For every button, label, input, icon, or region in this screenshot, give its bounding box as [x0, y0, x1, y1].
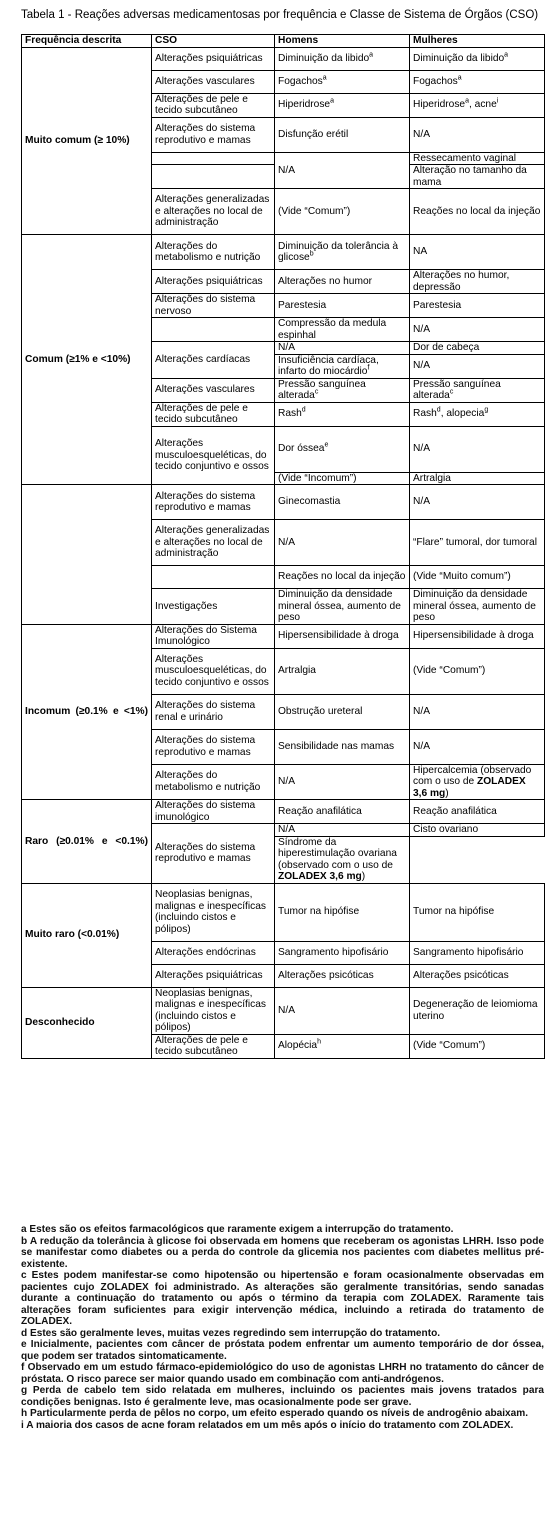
cso-cell: Neoplasias benignas, malignas e inespecíficas (incluindo cistos e pólipos) — [152, 883, 275, 941]
men-cell — [275, 472, 410, 485]
cell-text: N/A — [278, 164, 295, 176]
footnote-marker: c — [314, 388, 319, 396]
men-cell — [275, 426, 410, 472]
women-cell — [410, 318, 545, 342]
cell-text: N/A — [413, 705, 430, 717]
women-cell — [410, 354, 545, 378]
cell-text: Hipersensibilidade à droga — [278, 630, 399, 642]
women-cell — [410, 624, 545, 648]
women-cell — [410, 117, 545, 152]
cell-text: Dor óssea — [278, 443, 325, 455]
women-cell — [410, 589, 545, 625]
women-cell — [410, 800, 545, 824]
cso-cell: Alterações generalizadas e alterações no local de administração — [152, 520, 275, 566]
men-cell — [275, 189, 410, 235]
table-row — [22, 987, 545, 1034]
cell-text: Hipercalcemia (observado com o uso de — [413, 764, 532, 787]
cell-text-end: ) — [361, 871, 366, 882]
table-row — [22, 235, 545, 270]
footnote-marker: f — [367, 364, 370, 372]
header-cso: CSO — [152, 35, 275, 48]
footnote: i A maioria dos casos de acne foram relatados em um mês após o início do tratamento com ZOLADEX. — [21, 1419, 514, 1431]
cell-text: Parestesia — [413, 299, 462, 311]
cell-text: Ginecomastia — [278, 496, 341, 508]
cso-cell: Alterações vasculares — [152, 378, 275, 402]
women-cell — [275, 836, 410, 883]
cso-cell: Alterações do sistema reprodutivo e mamas — [152, 729, 275, 764]
men-cell — [275, 152, 410, 189]
women-cell — [410, 694, 545, 729]
women-cell — [410, 729, 545, 764]
men-cell — [275, 342, 410, 355]
cso-cell: Alterações psiquiátricas — [152, 47, 275, 70]
men-cell — [275, 318, 410, 342]
cell-text: Pressão sanguínea alterada — [278, 378, 366, 401]
cell-text: Sangramento hipofisário — [278, 946, 389, 958]
men-cell — [275, 566, 410, 589]
men-cell — [275, 47, 410, 70]
cso-cell: Alterações generalizadas e alterações no local de administração — [152, 189, 275, 235]
women-cell — [410, 189, 545, 235]
men-cell — [275, 117, 410, 152]
footnote: h Particularmente perda de pêlos no corpo, um efeito esperado quando os níveis de androgênio abaixam. — [21, 1408, 529, 1419]
cell-text: Alteração no tamanho da mama — [413, 165, 527, 188]
women-cell — [410, 648, 545, 694]
footnote-marker: a — [369, 51, 374, 59]
frequency-cell: Muito raro (<0.01%) — [22, 883, 152, 987]
men-cell — [275, 354, 410, 378]
header-men: Homens — [275, 35, 410, 48]
cso-cell: Alterações do sistema reprodutivo e mamas — [152, 824, 275, 884]
cell-text: Fogachos — [278, 75, 323, 87]
footnote: f Observado em um estudo fármaco-epidemiológico do uso de agonistas LHRH no tratamento do câncer de próstata. O risco parece ser maior quando usado em combinação com anti-andrógenos. — [21, 1362, 544, 1385]
women-cell — [410, 402, 545, 426]
cell-text: Diminuição da tolerância à glicose — [278, 240, 399, 263]
men-cell — [275, 824, 410, 837]
table-header-row — [22, 35, 545, 48]
frequency-cell: Raro (≥0.01% e <0.1%) — [22, 800, 152, 884]
cell-text: N/A — [413, 496, 430, 508]
footnote-marker: c — [449, 388, 454, 396]
women-cell — [410, 47, 545, 70]
cell-text: Hipersensibilidade à droga — [413, 630, 534, 642]
cell-text: (Vide “Comum”) — [413, 665, 486, 677]
cso-cell: Neoplasias benignas, malignas e inespecíficas (incluindo cistos e pólipos) — [152, 987, 275, 1034]
table-row — [22, 485, 545, 520]
cell-text-extra: , acne — [469, 99, 497, 111]
cell-text: Sensibilidade nas mamas — [278, 740, 395, 752]
table-row — [22, 47, 545, 70]
cell-text: Disfunção erétil — [278, 128, 349, 140]
cso-cell: Alterações de pele e tecido subcutâneo — [152, 1034, 275, 1058]
cell-text: “Flare” tumoral, dor tumoral — [413, 536, 537, 548]
women-cell — [410, 235, 545, 270]
men-cell — [275, 987, 410, 1034]
men-cell — [275, 589, 410, 625]
women-cell — [410, 1034, 545, 1058]
men-cell — [275, 883, 410, 941]
adverse-reactions-table — [21, 34, 545, 1059]
cso-cell: Alterações psiquiátricas — [152, 964, 275, 987]
cell-text: Ressecamento vaginal — [413, 152, 517, 164]
cell-text: Alterações no humor — [278, 275, 373, 287]
cell-text: Reações no local da injeção — [278, 571, 406, 583]
frequency-cell: Muito comum (≥ 10%) — [22, 47, 152, 235]
women-cell — [410, 152, 545, 165]
cell-text: N/A — [278, 536, 295, 548]
footnote: d Estes são geralmente leves, muitas vezes regredindo sem interrupção do tratamento. — [21, 1327, 441, 1339]
cso-cell: Alterações endócrinas — [152, 941, 275, 964]
cso-cell: Alterações de pele e tecido subcutâneo — [152, 93, 275, 117]
cell-text: Reação anafilática — [278, 805, 362, 817]
cell-text: Reação anafilática — [413, 805, 497, 817]
table-caption: Tabela 1 - Reações adversas medicamentosas por frequência e Classe de Sistema de Órgãos (CSO) — [21, 9, 539, 21]
cell-text: Artralgia — [278, 665, 316, 677]
cell-text-end: ) — [445, 787, 449, 799]
cell-text: Diminuição da densidade mineral óssea, aumento de peso — [278, 589, 401, 623]
frequency-cell: Comum (≥1% e <10%) — [22, 235, 152, 485]
cell-text: Reações no local da injeção — [413, 205, 541, 217]
cso-cell — [152, 165, 275, 189]
cso-cell: Alterações do sistema reprodutivo e mamas — [152, 485, 275, 520]
cso-cell: Alterações de pele e tecido subcutâneo — [152, 402, 275, 426]
cso-cell: Alterações musculoesqueléticas, do tecido conjuntivo e ossos — [152, 426, 275, 485]
footnote-marker: h — [317, 1038, 321, 1046]
men-cell — [275, 70, 410, 93]
cso-cell: Alterações do metabolismo e nutrição — [152, 235, 275, 270]
product-name: ZOLADEX 3,6 mg — [413, 776, 526, 799]
men-cell — [275, 270, 410, 294]
cell-text: Pressão sanguínea alterada — [413, 378, 501, 401]
footnote-marker: d — [436, 406, 441, 414]
cell-text: Diminuição da libido — [413, 52, 505, 64]
cso-cell — [152, 318, 275, 342]
cso-cell: Alterações do Sistema Imunológico — [152, 624, 275, 648]
cell-text-extra: , alopecia — [440, 408, 485, 420]
women-cell — [410, 472, 545, 485]
women-cell — [410, 270, 545, 294]
men-cell — [275, 235, 410, 270]
men-cell — [275, 694, 410, 729]
women-cell — [410, 764, 545, 800]
cso-cell: Alterações do metabolismo e nutrição — [152, 764, 275, 800]
cell-text: Hiperidrose — [278, 99, 331, 111]
cell-text: Síndrome da hiperestimulação ovariana (observado com o uso de — [278, 836, 397, 871]
footnote-marker: a — [465, 97, 469, 105]
header-women: Mulheres — [410, 35, 545, 48]
product-name: ZOLADEX 3,6 mg — [278, 871, 362, 882]
cell-text: Insuficiência cardíaca, infarto do miocárdio — [278, 354, 379, 377]
footnote-marker: a — [457, 74, 462, 82]
cell-text: Dor de cabeça — [413, 342, 480, 353]
cell-text: N/A — [413, 323, 430, 335]
women-cell — [410, 294, 545, 318]
footnote-marker: a — [504, 51, 509, 59]
cell-text: Obstrução ureteral — [278, 705, 363, 717]
cell-text: Cisto ovariano — [413, 824, 479, 835]
cso-cell: Alterações vasculares — [152, 70, 275, 93]
table-body — [22, 47, 545, 1058]
cso-cell: Alterações do sistema nervoso — [152, 294, 275, 318]
men-cell — [275, 764, 410, 800]
cso-cell: Investigações — [152, 589, 275, 625]
cell-text: Diminuição da libido — [278, 52, 370, 64]
cso-cell: Alterações do sistema imunológico — [152, 800, 275, 824]
cso-cell: Alterações cardíacas — [152, 342, 275, 379]
table-row — [22, 624, 545, 648]
footnote-marker: i — [496, 97, 499, 105]
cso-cell: Alterações musculoesqueléticas, do tecido conjuntivo e ossos — [152, 648, 275, 694]
men-cell — [275, 93, 410, 117]
cell-text: N/A — [413, 128, 430, 140]
frequency-cell: Incomum (≥0.1% e <1%) — [22, 624, 152, 800]
cell-text: Alterações no humor, depressão — [413, 270, 510, 293]
cell-text: Degeneração de leiomioma uterino — [413, 999, 538, 1022]
footnote-marker: a — [330, 97, 334, 105]
cell-text: Sangramento hipofisário — [413, 946, 524, 958]
cso-cell: Alterações do sistema reprodutivo e mamas — [152, 117, 275, 152]
footnote-marker: d — [301, 406, 306, 414]
cell-text: (Vide “Incomum”) — [278, 472, 357, 484]
cell-text: N/A — [278, 342, 295, 353]
footnote-marker: g — [484, 406, 489, 414]
cell-text: N/A — [278, 776, 295, 787]
cell-text: N/A — [278, 824, 295, 835]
women-cell — [410, 883, 545, 941]
frequency-cell — [22, 485, 152, 625]
women-cell — [410, 165, 545, 189]
cell-text: (Vide “Muito comum”) — [413, 571, 511, 583]
cell-text: Artralgia — [413, 472, 451, 484]
footnote-marker: a — [322, 74, 327, 82]
footnote: g Perda de cabelo tem sido relatada em mulheres, incluindo os pacientes mais jovens tratados para condições benignas. Isto é geralmente leve, mas ocasionalmente pode ser grave. — [21, 1385, 544, 1408]
women-cell — [410, 378, 545, 402]
women-cell — [410, 485, 545, 520]
cell-text: N/A — [413, 443, 430, 455]
cell-text: Parestesia — [278, 299, 327, 311]
women-cell — [410, 964, 545, 987]
cell-text: Diminuição da densidade mineral óssea, aumento de peso — [413, 589, 536, 623]
footnote: e Inicialmente, pacientes com câncer de próstata podem enfrentar um aumento temporário de dor óssea, que podem ser tratados sintomaticamente. — [21, 1339, 544, 1362]
men-cell — [275, 624, 410, 648]
men-cell — [275, 294, 410, 318]
cell-text: (Vide “Comum”) — [278, 205, 351, 217]
footnote-marker: b — [309, 250, 314, 258]
cell-text: N/A — [413, 740, 430, 752]
cso-cell — [152, 566, 275, 589]
women-cell — [410, 93, 545, 117]
women-cell — [410, 566, 545, 589]
men-cell — [275, 729, 410, 764]
cso-cell: Alterações psiquiátricas — [152, 270, 275, 294]
men-cell — [275, 648, 410, 694]
cell-text: Hiperidrose — [413, 99, 466, 111]
cso-cell: Alterações do sistema renal e urinário — [152, 694, 275, 729]
cell-text: Rash — [278, 408, 302, 420]
cell-text: Alopécia — [278, 1040, 318, 1052]
footnote: c Estes podem manifestar-se como hipotensão ou hipertensão e foram ocasionalmente observadas em pacientes cujo ZOLADEX foi administrado. As alterações são geralmente transitórias, sendo sanadas durante a continuação do tratamento ou após o término da terapia com ZOLADEX. Raramente tais alterações foram suficientes para exigir intervenção médica, incluindo a retirada do tratamento de ZOLADEX. — [21, 1270, 544, 1327]
table-row — [22, 883, 545, 941]
frequency-cell: Desconhecido — [22, 987, 152, 1058]
footnote: a Estes são os efeitos farmacológicos que raramente exigem a interrupção do tratamento. — [21, 1224, 454, 1235]
men-cell — [275, 800, 410, 824]
men-cell — [275, 520, 410, 566]
header-frequency: Frequência descrita — [22, 35, 152, 48]
women-cell — [410, 70, 545, 93]
cell-text: Alterações psicóticas — [278, 969, 374, 981]
cso-cell — [152, 152, 275, 165]
women-cell — [410, 342, 545, 355]
cell-text: N/A — [413, 360, 430, 372]
women-cell — [410, 520, 545, 566]
women-cell — [410, 426, 545, 472]
men-cell — [275, 964, 410, 987]
cell-text: Rash — [413, 408, 437, 420]
footnote: b A redução da tolerância à glicose foi observada em homens que receberam os agonistas LHRH. Isso pode se manifestar como diabetes ou a perda do controle da glicemia nos pacientes com diabetes mellitus pré-existente. — [21, 1235, 544, 1270]
women-cell — [410, 987, 545, 1034]
cell-text: NA — [413, 246, 428, 258]
men-cell — [275, 941, 410, 964]
footnotes — [21, 1224, 544, 1431]
men-cell — [275, 402, 410, 426]
cell-text: Alterações psicóticas — [413, 969, 509, 981]
men-cell — [275, 1034, 410, 1058]
men-cell — [275, 378, 410, 402]
cell-text: N/A — [278, 1004, 295, 1016]
cell-text: (Vide “Comum”) — [413, 1040, 486, 1052]
cell-text: Tumor na hipófise — [278, 906, 360, 918]
table-row — [22, 800, 545, 824]
cell-text: Compressão da medula espinhal — [278, 318, 387, 341]
men-cell — [275, 485, 410, 520]
women-cell — [410, 941, 545, 964]
footnote-marker: e — [324, 441, 329, 449]
cell-text: Fogachos — [413, 75, 458, 87]
women-cell — [410, 824, 545, 837]
cell-text: Tumor na hipófise — [413, 906, 495, 918]
